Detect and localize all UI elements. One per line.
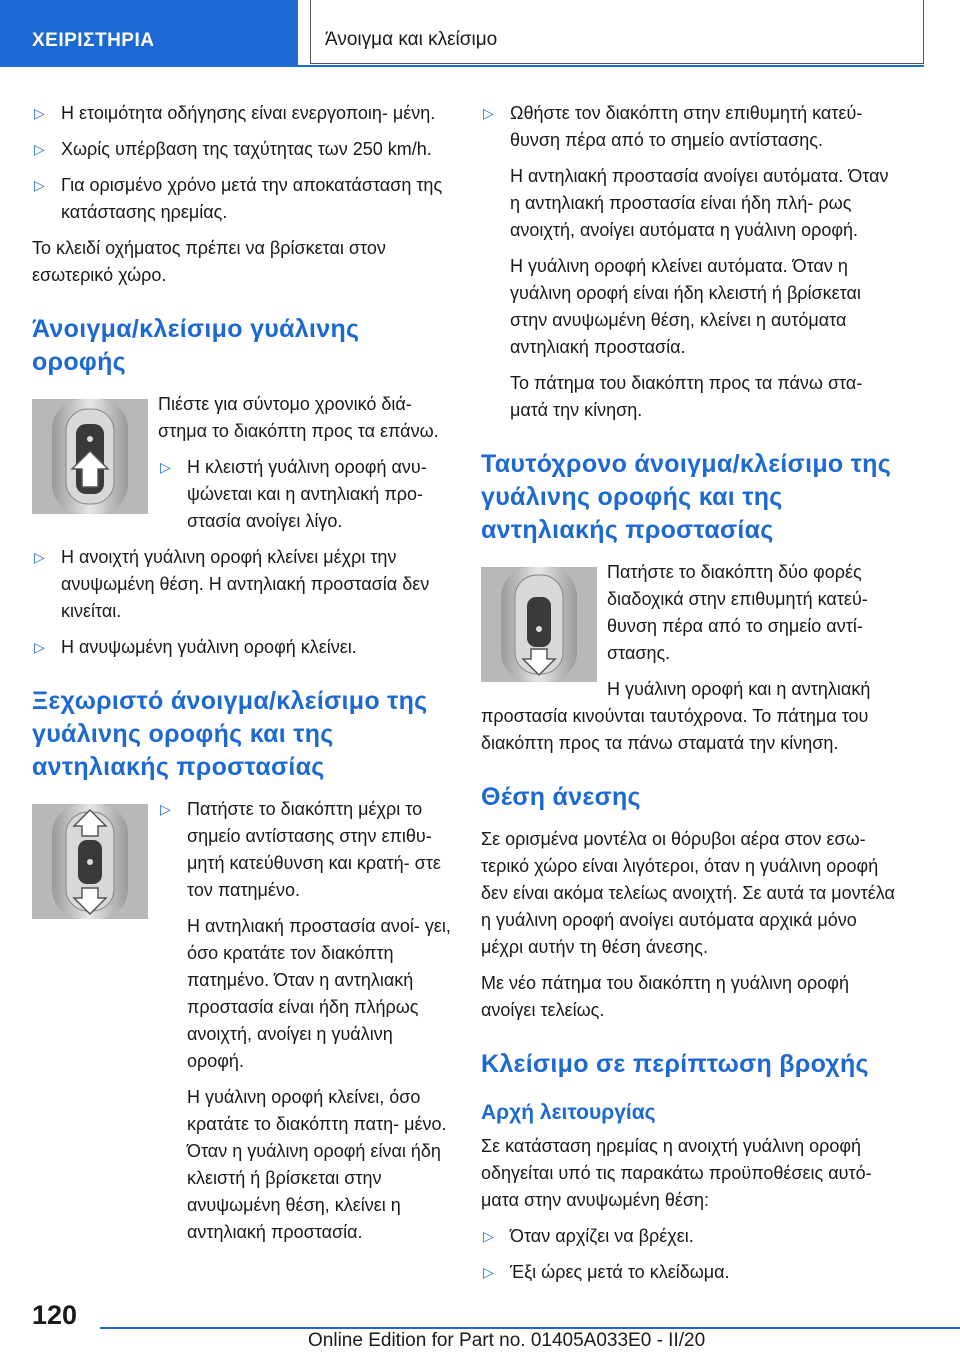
list-item: ▷ Για ορισμένο χρόνο μετά την αποκατάσταση της κατάστασης ηρεμίας. (32, 172, 452, 226)
bullet-triangle-icon: ▷ (34, 177, 45, 193)
section-heading: Ξεχωριστό άνοιγμα/κλείσιμο της γυάλινης οροφής και της αντηλιακής προστασίας (32, 687, 428, 781)
paragraph: Πιέστε για σύντομο χρονικό διά‐ στημα το διακόπτη προς τα επάνω. (158, 394, 439, 441)
header-rule (0, 65, 924, 67)
paragraph: Το πάτημα του διακόπτη προς τα πάνω στα‐ ματά την κίνηση. (510, 373, 863, 420)
paragraph: Το κλειδί οχήματος πρέπει να βρίσκεται στον εσωτερικό χώρο. (32, 238, 386, 285)
chapter-tab (310, 0, 924, 64)
figure-block (32, 391, 452, 535)
list-item: ▷ Η κλειστή γυάλινη οροφή ανυ‐ ψώνεται και η αντηλιακή προ‐ στασία ανοίγει λίγο. (158, 454, 452, 535)
list-item: ▷ Έξι ώρες μετά το κλείδωμα. (481, 1259, 901, 1286)
roof-switch-up-illustration (32, 399, 148, 514)
subsection-heading: Αρχή λειτουργίας (481, 1101, 656, 1124)
bullet-triangle-icon: ▷ (34, 141, 45, 157)
list-item: ▷ Όταν αρχίζει να βρέχει. (481, 1223, 901, 1250)
bullet-triangle-icon: ▷ (483, 105, 494, 121)
page-number: 120 (32, 1300, 78, 1330)
roof-switch-down-illustration (481, 567, 597, 682)
bullet-triangle-icon: ▷ (160, 459, 171, 475)
bullet-triangle-icon: ▷ (483, 1228, 494, 1244)
right-column (481, 100, 901, 1295)
section-heading: Ταυτόχρονο άνοιγμα/κλείσιμο της γυάλινης οροφής και της αντηλιακής προστασίας (481, 450, 892, 544)
section-heading: Κλείσιμο σε περίπτωση βροχής (481, 1050, 869, 1078)
list-item: ▷ Η ανοιχτή γυάλινη οροφή κλείνει μέχρι την ανυψωμένη θέση. Η αντηλιακή προστασία δεν κινείται. (32, 544, 452, 625)
paragraph: Η γυάλινη οροφή κλείνει αυτόματα. Όταν η γυάλινη οροφή είναι ήδη κλειστή ή βρίσκεται στην ανυψωμένη θέση, κλείνει η αυτόματα αντηλιακή προστασία. (510, 256, 861, 357)
list-item: ▷ Η ανυψωμένη γυάλινη οροφή κλείνει. (32, 634, 452, 661)
paragraph: Η γυάλινη οροφή και η αντηλιακή (607, 679, 871, 699)
left-column (32, 100, 452, 1255)
paragraph: Σε ορισμένα μοντέλα οι θόρυβοι αέρα στον εσω‐ τερικό χώρο είναι λιγότεροι, όταν η γυάλινη οροφή δεν είναι ακόμα τελείως ανοιχτή. Σε αυτά τα μοντέλα η γυάλινη οροφή ανοίγει αυτόματα αρχικά μόνο μέχρι αυτήν τη θέση άνεσης. (481, 829, 895, 957)
paragraph: Η γυάλινη οροφή κλείνει, όσο κρατάτε το διακόπτη πατη‐ μένο. Όταν η γυάλινη οροφή είναι ήδη κλειστή ή βρίσκεται στην ανυψωμένη θέση, κλείνει η αντηλιακή προστασία. (187, 1087, 447, 1242)
roof-switch-updown-illustration (32, 804, 148, 919)
section-heading: Άνοιγμα/κλείσιμο γυάλινης οροφής (32, 315, 360, 376)
list-item: ▷ Ωθήστε τον διακόπτη στην επιθυμητή κατεύ‐ θυνση πέρα από το σημείο αντίστασης. (481, 100, 901, 154)
figure-block (481, 559, 901, 703)
bullet-triangle-icon: ▷ (34, 639, 45, 655)
section-title: ΧΕΙΡΙΣΤΗΡΙΑ (32, 30, 155, 51)
bullet-triangle-icon: ▷ (483, 1264, 494, 1280)
list-item: ▷ Πατήστε το διακόπτη μέχρι το σημείο αντίστασης στην επιθυ‐ μητή κατεύθυνση και κρατή‐ στε τον πατημένο. (158, 796, 452, 904)
bullet-triangle-icon: ▷ (34, 105, 45, 121)
edition-note: Online Edition for Part no. 01405A033E0 - II/20 (308, 1330, 706, 1351)
paragraph: Η αντηλιακή προστασία ανοί‐ γει, όσο κρατάτε τον διακόπτη πατημένο. Όταν η αντηλιακή προστασία είναι ήδη πλήρως ανοιχτή, ανοίγει η γυάλινη οροφή. (187, 916, 451, 1071)
footer-rule (100, 1327, 960, 1329)
section-heading: Θέση άνεσης (481, 783, 641, 811)
paragraph: Πατήστε το διακόπτη δύο φορές διαδοχικά στην επιθυμητή κατεύ‐ θυνση πέρα από το σημείο αντί‐ στασης. (607, 562, 868, 663)
list-item: ▷ Χωρίς υπέρβαση της ταχύτητας των 250 km/h. (32, 136, 452, 163)
paragraph: Με νέο πάτημα του διακόπτη η γυάλινη οροφή ανοίγει τελείως. (481, 973, 849, 1020)
bullet-triangle-icon: ▷ (34, 549, 45, 565)
paragraph: Σε κατάσταση ηρεμίας η ανοιχτή γυάλινη οροφή οδηγείται υπό τις παρακάτω προϋποθέσεις αυτό‐ ματα στην ανυψωμένη θέση: (481, 1136, 872, 1210)
bullet-triangle-icon: ▷ (160, 801, 171, 817)
chapter-title: Άνοιγμα και κλείσιμο (325, 29, 498, 50)
figure-block (32, 796, 452, 1246)
list-item: ▷ Η ετοιμότητα οδήγησης είναι ενεργοποιη‐ μένη. (32, 100, 452, 127)
paragraph: προστασία κινούνται ταυτόχρονα. Το πάτημα του διακόπτη προς τα πάνω σταματά την κίνηση. (481, 706, 869, 753)
section-tab (0, 0, 298, 66)
page-header (0, 0, 960, 85)
paragraph: Η αντηλιακή προστασία ανοίγει αυτόματα. Όταν η αντηλιακή προστασία είναι ήδη πλή‐ ρως ανοιχτή, ανοίγει αυτόματα η γυάλινη οροφή. (510, 166, 889, 240)
